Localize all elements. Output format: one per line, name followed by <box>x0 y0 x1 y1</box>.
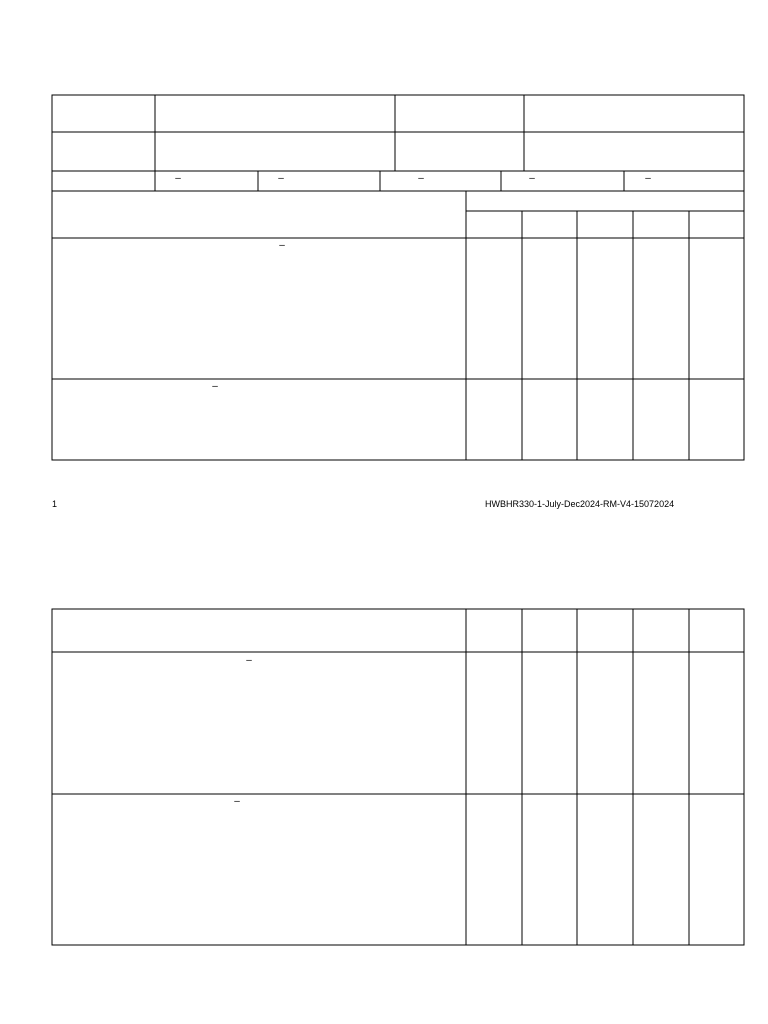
page-1-table <box>52 95 744 460</box>
section-b-dash: – <box>212 381 218 392</box>
header-cell-dash: – <box>278 173 284 184</box>
header-cell-dash: – <box>529 173 535 184</box>
p2-section-b-dash: – <box>234 796 240 807</box>
header-cell-dash: – <box>175 173 181 184</box>
header-cell-dash: – <box>645 173 651 184</box>
section-a-dash: – <box>279 240 285 251</box>
page-1-table-border <box>52 95 744 460</box>
document-code: HWBHR330-1-July-Dec2024-RM-V4-15072024 <box>485 499 675 509</box>
p2-section-a-dash: – <box>246 655 252 666</box>
page-number: 1 <box>52 499 58 509</box>
page-2-table-border <box>52 609 744 945</box>
header-cell-dash: – <box>418 173 424 184</box>
page-2-table <box>52 609 744 945</box>
